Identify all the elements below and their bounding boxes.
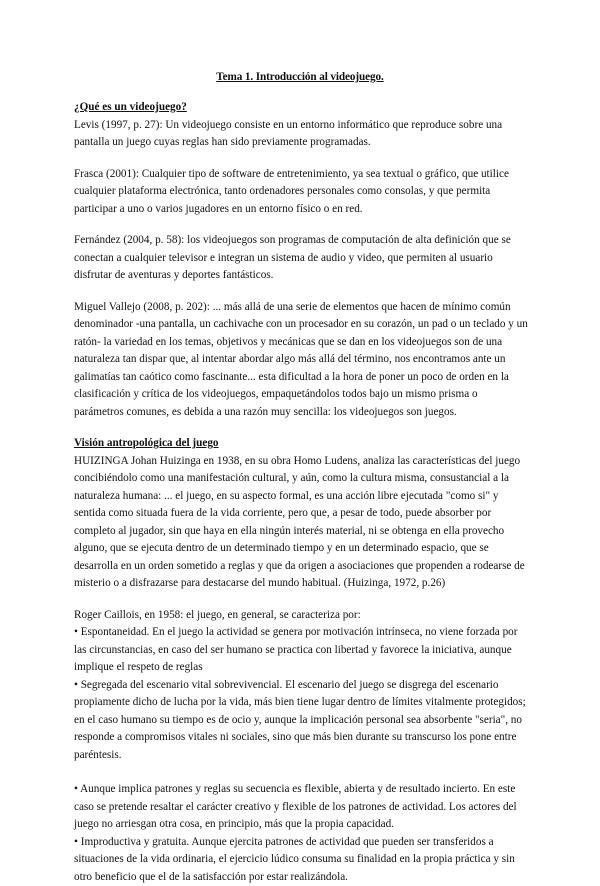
- paragraph-vallejo: Miguel Vallejo (2008, p. 202): ... más allá de una serie de elementos que hacen de mínimo común denominador -una pantalla, un cachivache con un procesador en su corazón, un pad o un teclado y un ratón- la variedad en los temas, objetivos y mecánicas que se dan en los videojuegos son de una naturaleza tan dispar que, al intentar abordar algo más allá del término, nos encontramos ante un galimatías tan caótico como fascinante... esta dificultad a la hora de poner un poco de orden en la clasificación y crítica de los videojuegos, empaquetándolos todos bajo un mismo prisma o parámetros comunes, es debida a una razón muy sencilla: los videojuegos son juegos.: [74, 299, 530, 422]
- paragraph-frasca: Frasca (2001): Cualquier tipo de software de entretenimiento, ya sea textual o gráfico, que utilice cualquier plataforma electrónica, tanto ordenadores personales como consolas, y que permita participar a uno o varios jugadores en un entorno físico o en red.: [74, 166, 530, 219]
- paragraph-fernandez: Fernández (2004, p. 58): los videojuegos son programas de computación de alta definición que se conectan a cualquier televisor e integran un sistema de audio y video, que permiten al usuario disfrutar de aventuras y deportes fantásticos.: [74, 232, 530, 285]
- section-heading-anthropological-view: Visión antropológica del juego: [74, 435, 530, 453]
- page-title: Tema 1. Introducción al videojuego.: [0, 69, 600, 87]
- paragraph-levis: Levis (1997, p. 27): Un videojuego consiste en un entorno informático que reproduce sobre una pantalla un juego cuyas reglas han sido previamente programadas.: [74, 117, 530, 152]
- paragraph-huizinga: HUIZINGA Johan Huizinga en 1938, en su obra Homo Ludens, analiza las características del juego concibiéndolo como una manifestación cultural, y aún, como la cultura misma, consustancial a la naturaleza humana: ... el juego, en su aspecto formal, es una acción libre ejecutada "como si" y sentida como situada fuera de la vida corriente, pero que, a pesar de todo, puede absorber por completo al jugador, sin que haya en ella ningún interés material, ni se obtenga en ella provecho alguno, que se ejecuta dentro de un determinado tiempo y en un determinado espacio, que se desarrolla en un orden sometido a reglas y que da origen a asociaciones que propenden a rodearse de misterio o a disfrazarse para destacarse del mundo habitual. (Huizinga, 1972, p.26): [74, 453, 530, 593]
- section-heading-what-is-videogame: ¿Qué es un videojuego?: [74, 99, 530, 117]
- document-body: [74, 99, 530, 886]
- bullet-unproductive: • Improductiva y gratuita. Aunque ejercita patrones de actividad que pueden ser transferidos a situaciones de la vida ordinaria, el ejercicio lúdico consuma su finalidad en la propia práctica y sin otro beneficio que el de la satisfacción por estar realizándola.: [74, 834, 530, 886]
- bullet-flexible-sequence: • Aunque implica patrones y reglas su secuencia es flexible, abierta y de resultado incierto. En este caso se pretende resaltar el carácter creativo y flexible de los patrones de actividad. Los actores del juego no arriesgan otra cosa, en principio, más que la propia capacidad.: [74, 781, 530, 834]
- bullet-segregated: • Segregada del escenario vital sobrevivencial. El escenario del juego se disgrega del escenario propiamente dicho de lucha por la vida, más bien tiene lugar dentro de límites vitalmente protegidos; en el caso humano su tiempo es de ocio y, aunque la implicación personal sea absorbente "seria", no responde a compromisos vitales ni sociales, sino que más bien durante su transcurso los pone entre paréntesis.: [74, 677, 530, 765]
- bullet-spontaneity: • Espontaneidad. En el juego la actividad se genera por motivación intrínseca, no viene forzada por las circunstancias, en caso del ser humano se practica con libertad y favorece la iniciativa, aunque implique el respeto de reglas: [74, 624, 530, 677]
- paragraph-caillois-intro: Roger Caillois, en 1958: el juego, en general, se caracteriza por:: [74, 607, 530, 625]
